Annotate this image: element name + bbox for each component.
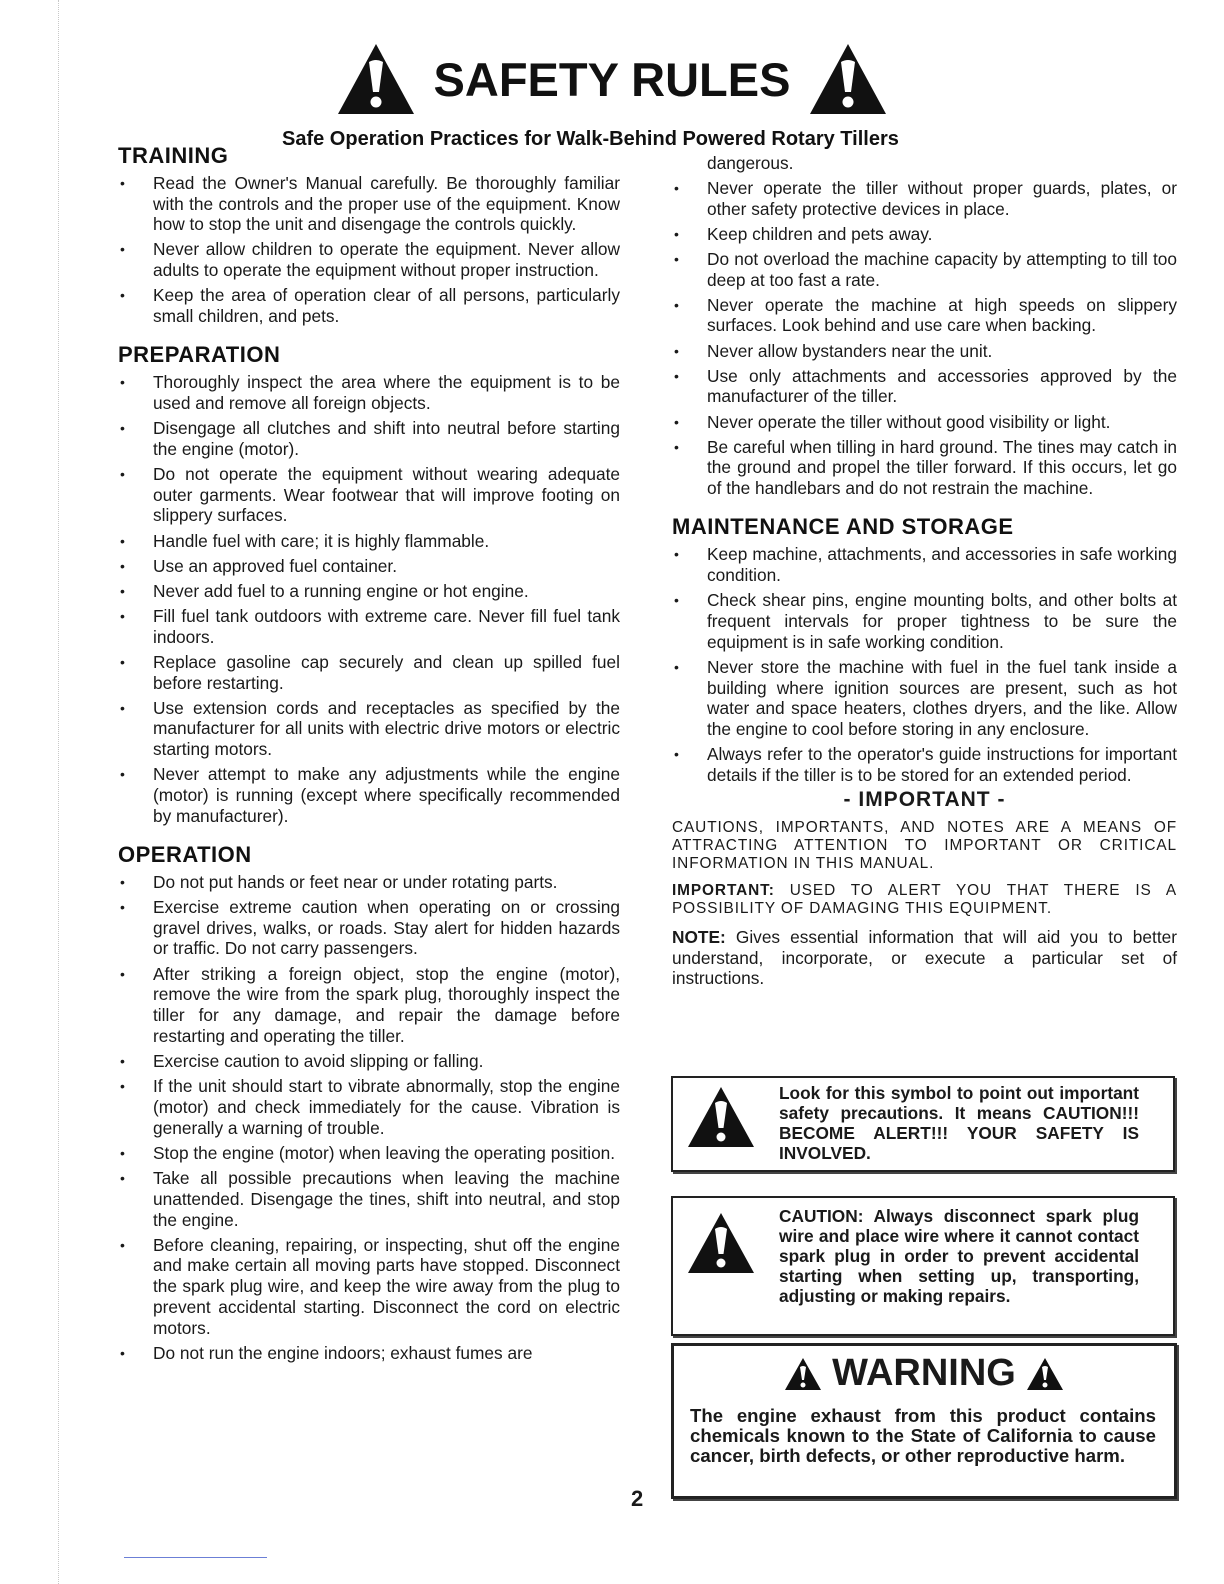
list-item: • Never operate the tiller without good visibility or light. (672, 412, 1177, 433)
list-item: • Never store the machine with fuel in the fuel tank inside a building where ignition sources are present, such as hot water and space heaters, clothes dryers, and the like. Allow the engine to cool before storing in any enclosure. (672, 657, 1177, 740)
safety-symbol-box (671, 1076, 1175, 1172)
operation-list (118, 872, 620, 1364)
margin-guide (58, 0, 60, 1584)
list-item: • Never add fuel to a running engine or hot engine. (118, 581, 620, 602)
important-heading: - IMPORTANT - (843, 788, 1006, 812)
list-item: • Never attempt to make any adjustments while the engine (motor) is running (except where specifically recommended by manufacturer). (118, 764, 620, 826)
section-heading-training: TRAINING (118, 143, 229, 168)
important-definition (672, 882, 1177, 918)
warning-text: The engine exhaust from this product contains chemicals known to the State of California to cause cancer, birth defects, or other reproductive harm. (690, 1405, 1156, 1466)
list-item: • Do not run the engine indoors; exhaust fumes are (118, 1343, 620, 1364)
safety-alert-icon (1026, 1357, 1064, 1391)
list-item: • Read the Owner's Manual carefully. Be thoroughly familiar with the controls and the proper use of the equipment. Know how to stop the unit and disengage the controls quickly. (118, 173, 620, 235)
left-column (118, 143, 620, 1368)
right-column (672, 153, 1177, 997)
important-label: IMPORTANT: (672, 881, 775, 899)
list-item: • Replace gasoline cap securely and clean up spilled fuel before restarting. (118, 652, 620, 694)
list-item: • Keep the area of operation clear of all persons, particularly small children, and pets. (118, 285, 620, 327)
title-row (0, 42, 1224, 116)
list-item: • Stop the engine (motor) when leaving the operating position. (118, 1143, 620, 1164)
list-item: • Do not overload the machine capacity by attempting to till too deep at too fast a rate. (672, 249, 1177, 291)
list-item: • Disengage all clutches and shift into neutral before starting the engine (motor). (118, 418, 620, 460)
list-item: • Use only attachments and accessories approved by the manufacturer of the tiller. (672, 366, 1177, 408)
safety-alert-icon (687, 1212, 755, 1274)
page-subtitle: Safe Operation Practices for Walk-Behind Powered Rotary Tillers (282, 128, 899, 150)
page-title: SAFETY RULES (433, 52, 791, 106)
safety-alert-icon (336, 42, 416, 116)
list-item: • Do not put hands or feet near or under rotating parts. (118, 872, 620, 893)
safety-alert-icon (687, 1086, 755, 1148)
list-item: • Never allow children to operate the equipment. Never allow adults to operate the equipment without proper instruction. (118, 239, 620, 281)
list-item: • Never allow bystanders near the unit. (672, 341, 1177, 362)
caution-box (671, 1196, 1175, 1336)
note-definition (672, 927, 1177, 989)
list-item: • Always refer to the operator's guide instructions for important details if the tiller is to be stored for an extended period. (672, 744, 1177, 786)
list-item: • Use an approved fuel container. (118, 556, 620, 577)
list-item: • Keep children and pets away. (672, 224, 1177, 245)
list-item: • Before cleaning, repairing, or inspecting, shut off the engine and make certain all moving parts have stopped. Disconnect the spark plug wire, and keep the wire away from the plug to prevent accidental starting. Disconnect the cord on electric motors. (118, 1235, 620, 1339)
list-item: • Do not operate the equipment without wearing adequate outer garments. Wear footwear that will improve footing on slippery surfaces. (118, 464, 620, 526)
list-item: • Handle fuel with care; it is highly flammable. (118, 531, 620, 552)
list-item: • Exercise caution to avoid slipping or falling. (118, 1051, 620, 1072)
preparation-list (118, 372, 620, 827)
list-item: • Never operate the tiller without proper guards, plates, or other safety protective devices in place. (672, 178, 1177, 220)
list-item: • Check shear pins, engine mounting bolts, and other bolts at frequent intervals for proper tightness to be sure the equipment is in safe working condition. (672, 590, 1177, 652)
scan-mark (124, 1557, 267, 1558)
warning-title: WARNING (832, 1352, 1016, 1394)
section-heading-maintenance: MAINTENANCE AND STORAGE (672, 514, 1014, 540)
operation-list-continued (672, 178, 1177, 499)
warning-box (671, 1343, 1177, 1499)
safety-symbol-text: Look for this symbol to point out important safety precautions. It means CAUTION!!! BECOME ALERT!!! YOUR SAFETY IS INVOLVED. (779, 1083, 1139, 1163)
continued-text: dangerous. (707, 153, 794, 173)
training-list (118, 173, 620, 327)
list-item: • Fill fuel tank outdoors with extreme care. Never fill fuel tank indoors. (118, 606, 620, 648)
important-text: USED TO ALERT YOU THAT THERE IS A POSSIBILITY OF DAMAGING THIS EQUIPMENT. (672, 881, 1177, 917)
note-text: Gives essential information that will aid you to better understand, incorporate, or execute a particular set of instructions. (672, 926, 1178, 989)
list-item: • Exercise extreme caution when operating on or crossing gravel drives, walks, or roads. Stay alert for hidden hazards or traffic. Do not carry passengers. (118, 897, 620, 959)
list-item: • If the unit should start to vibrate abnormally, stop the engine (motor) and check immediately for the cause. Vibration is generally a warning of trouble. (118, 1076, 620, 1138)
section-heading-operation: OPERATION (118, 841, 252, 867)
safety-alert-icon (784, 1357, 822, 1391)
safety-alert-icon (808, 42, 888, 116)
list-item: • Be careful when tilling in hard ground. The tines may catch in the ground and propel the tiller forward. If this occurs, let go of the handlebars and do not restrain the machine. (672, 437, 1177, 499)
note-label: NOTE: (672, 926, 726, 947)
maintenance-list (672, 544, 1177, 786)
list-item: • Use extension cords and receptacles as specified by the manufacturer for all units with electric drive motors or electric starting motors. (118, 698, 620, 760)
list-item: • Thoroughly inspect the area where the equipment is to be used and remove all foreign objects. (118, 372, 620, 414)
section-heading-preparation: PREPARATION (118, 342, 281, 368)
list-item: • Keep machine, attachments, and accessories in safe working condition. (672, 544, 1177, 586)
caution-text: CAUTION: Always disconnect spark plug wire and place wire where it cannot contact spark plug in order to prevent accidental starting when setting up, transporting, adjusting or making repairs. (779, 1206, 1139, 1306)
list-item: • After striking a foreign object, stop the engine (motor), remove the wire from the spark plug, thoroughly inspect the tiller for any damage, and repair the damage before restarting and operating the tiller. (118, 964, 620, 1047)
list-item: • Never operate the machine at high speeds on slippery surfaces. Look behind and use care when backing. (672, 295, 1177, 337)
list-item: • Take all possible precautions when leaving the machine unattended. Disengage the tines, shift into neutral, and stop the engine. (118, 1168, 620, 1230)
page-number: 2 (631, 1486, 644, 1511)
important-caps-text: CAUTIONS, IMPORTANTS, AND NOTES ARE A MEANS OF ATTRACTING ATTENTION TO IMPORTANT OR CRITICAL INFORMATION IN THIS MANUAL. (672, 818, 1177, 872)
warning-title-row (674, 1352, 1174, 1395)
